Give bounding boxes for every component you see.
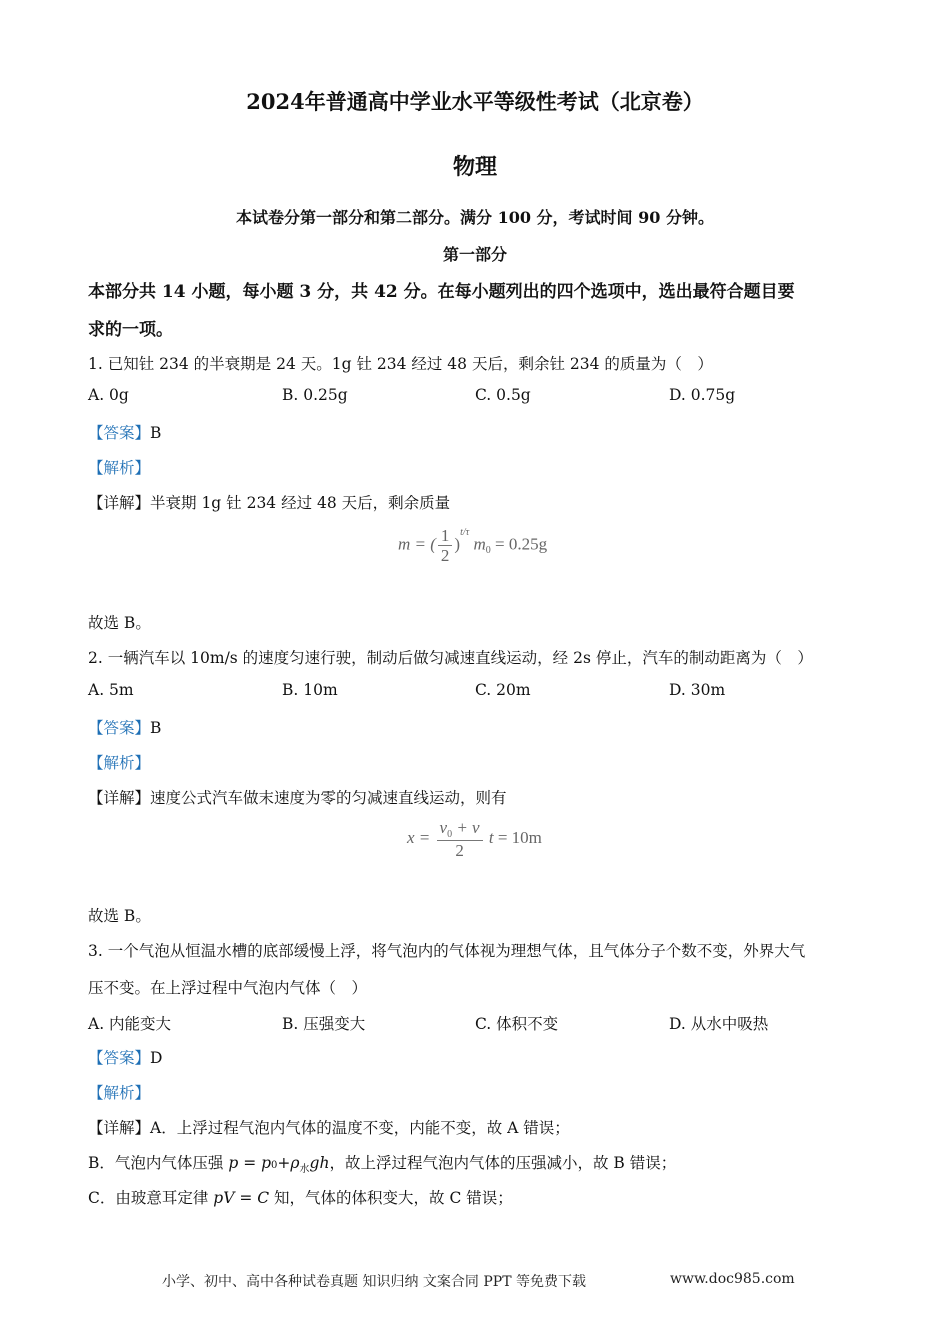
q2-conclusion: 故选 B。 [88, 907, 151, 925]
q3-stem-line2: 压不变。在上浮过程中气泡内气体（ ） [88, 979, 368, 997]
q3-detail-a: 【详解】A．上浮过程气泡内气体的温度不变，内能不变，故 A 错误； [88, 1119, 570, 1137]
q2-stem: 2. 一辆汽车以 10m/s 的速度匀速行驶，制动后做匀减速直线运动，经 2s 停止，汽车的制动距离为（ ） [88, 649, 813, 667]
q3-analysis [88, 1081, 150, 1103]
q3-answer [88, 1046, 162, 1068]
q2-answer [88, 716, 161, 738]
detail-tag: 【详解】 [88, 789, 151, 807]
q1-conclusion: 故选 B。 [88, 614, 151, 632]
detail-tag: 【详解】 [88, 494, 151, 512]
q1-option-a: A. 0g [88, 386, 129, 404]
q3-option-a: A. 内能变大 [88, 1015, 172, 1033]
analysis-tag: 【解析】 [88, 1084, 151, 1102]
instructions-line2: 求的一项。 [88, 320, 173, 340]
footer-url[interactable]: www.doc985.com [670, 1271, 795, 1287]
part-title: 第一部分 [442, 245, 507, 264]
q3-detail-c: C．由玻意耳定律 pV = C 知，气体的体积变大，故 C 错误； [88, 1189, 513, 1207]
q1-answer [88, 421, 161, 443]
detail-tag: 【详解】 [88, 1119, 151, 1137]
q2-analysis [88, 751, 150, 773]
q2-option-a: A. 5m [88, 681, 134, 699]
analysis-tag: 【解析】 [88, 754, 151, 772]
q1-answer-value: B [150, 424, 162, 442]
instructions-line1: 本部分共 14 小题，每小题 3 分，共 42 分。在每小题列出的四个选项中，选出最符合题目要 [88, 282, 795, 302]
q2-option-c: C. 20m [475, 681, 531, 699]
q2-formula: x = $\frac{v_0 + v}{2}$ t = 10m [407, 818, 542, 860]
q2-detail [88, 786, 507, 808]
q3-option-d: D. 从水中吸热 [669, 1015, 769, 1033]
q3-stem-line1: 3. 一个气泡从恒温水槽的底部缓慢上浮，将气泡内的气体视为理想气体，且气体分子个数不变，外界大气 [88, 942, 806, 960]
subject-title: 物理 [452, 154, 497, 180]
q1-analysis [88, 456, 150, 478]
q1-option-c: C. 0.5g [475, 386, 531, 404]
q1-detail [88, 491, 450, 513]
q3-option-b: B. 压强变大 [282, 1015, 366, 1033]
analysis-tag: 【解析】 [88, 459, 151, 477]
answer-tag: 【答案】 [88, 719, 151, 737]
q1-stem: 1. 已知钍 234 的半衰期是 24 天。1g 钍 234 经过 48 天后，剩余钍 234 的质量为（ ） [88, 355, 713, 373]
answer-tag: 【答案】 [88, 1049, 151, 1067]
q3-detail-b: B．气泡内气体压强 $p = p0+\rho_水gh$，故上浮过程气泡内气体的压强减小，故 B 错误； [88, 1154, 677, 1175]
exam-info: 本试卷分第一部分和第二部分。满分 100 分，考试时间 90 分钟。 [236, 208, 714, 227]
q1-option-d: D. 0.75g [669, 386, 736, 404]
exam-title: 2024年普通高中学业水平等级性考试（北京卷） [246, 89, 704, 114]
q3-answer-value: D [150, 1049, 163, 1067]
q2-option-d: D. 30m [669, 681, 726, 699]
q1-formula: m = ( $\frac{1}{2}$ )$^{t/\tau}$ $m_0 = 0.25g$ [398, 526, 548, 565]
q2-detail-text: 速度公式汽车做末速度为零的匀减速直线运动，则有 [150, 789, 507, 807]
answer-tag: 【答案】 [88, 424, 151, 442]
q3-option-c: C. 体积不变 [475, 1015, 559, 1033]
q2-option-b: B. 10m [282, 681, 338, 699]
q1-detail-text: 半衰期 1g 钍 234 经过 48 天后，剩余质量 [150, 494, 451, 512]
q1-option-b: B. 0.25g [282, 386, 348, 404]
q2-answer-value: B [150, 719, 162, 737]
footer-text: 小学、初中、高中各种试卷真题 知识归纳 文案合同 PPT 等免费下载 [162, 1274, 586, 1290]
